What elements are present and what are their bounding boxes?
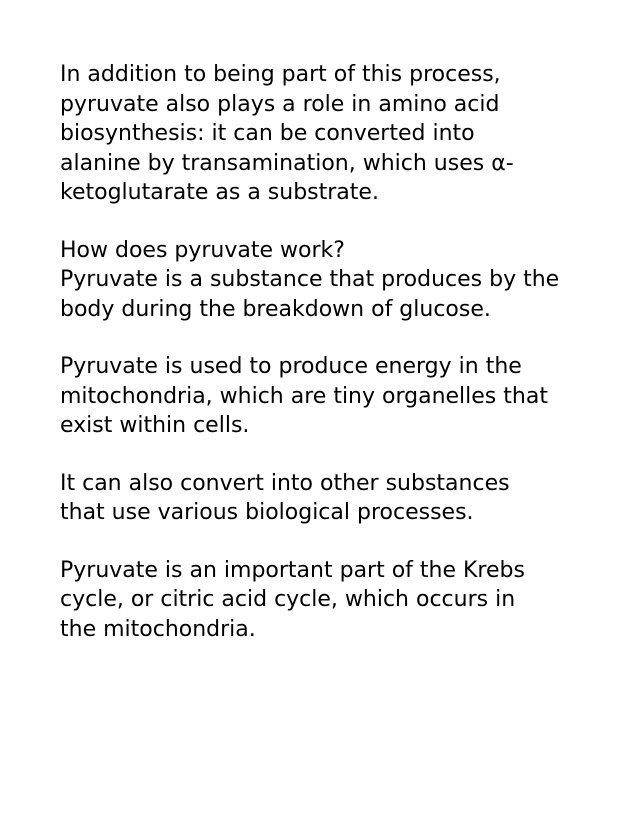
text-line: pyruvate also plays a role in amino acid [60,91,500,117]
paragraph-krebs-cycle [60,556,598,645]
paragraph-how-pyruvate-works [60,236,598,325]
text-line: It can also convert into other substances [60,470,510,496]
text-line: Pyruvate is an important part of the Krebs [60,557,525,583]
text-line: that use various biological processes. [60,500,474,525]
text-line: body during the breakdown of glucose. [60,296,491,322]
text-line: Pyruvate is used to produce energy in the [60,354,522,379]
paragraph-amino-acid-biosynthesis [60,60,598,208]
text-line: exist within cells. [60,413,250,438]
text-line: cycle, or citric acid cycle, which occurs in [60,587,516,612]
text-line: biosynthesis: it can be converted into [60,121,475,146]
text-line: alanine by transamination, which uses α- [60,150,514,176]
paragraph-energy-production [60,352,598,441]
paragraph-conversion [60,469,598,528]
question-heading: How does pyruvate work? [60,237,345,263]
text-line: the mitochondria. [60,616,256,642]
text-line: ketoglutarate as a substrate. [60,180,379,205]
text-line: Pyruvate is a substance that produces by the [60,267,560,292]
text-line: In addition to being part of this process, [60,62,501,87]
text-line: mitochondria, which are tiny organelles that [60,383,548,409]
